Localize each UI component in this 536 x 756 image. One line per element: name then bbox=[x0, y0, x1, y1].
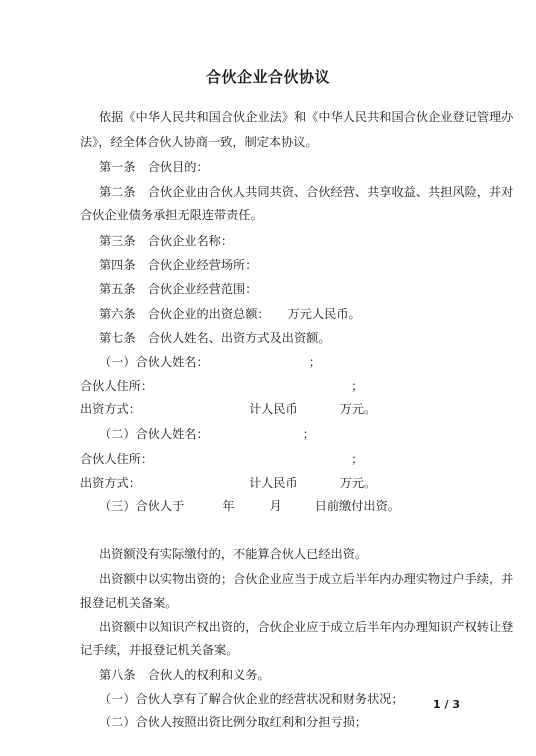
article-5: 第五条 合伙企业经营范围： bbox=[99, 282, 258, 296]
article-6 bbox=[99, 306, 361, 322]
partner-1-name: （一）合伙人姓名： ； bbox=[99, 355, 321, 369]
partner-1-address-label: 合伙人住所： bbox=[80, 379, 154, 393]
rule-3-line-2: 记手续，并报登记机关备案。 bbox=[80, 643, 239, 657]
right-1: （一）合伙人享有了解合伙企业的经营状况和财务状况； bbox=[99, 692, 404, 706]
partner-1-method-label: 出资方式： bbox=[80, 402, 141, 416]
article-4: 第四条 合伙企业经营场所： bbox=[99, 258, 258, 272]
rule-1: 出资额没有实际缴付的，不能算合伙人已经出资。 bbox=[99, 547, 368, 561]
intro-line-2: 法》，经全体合伙人协商一致，制定本协议。 bbox=[80, 135, 318, 149]
article-8: 第八条 合伙人的权利和义务。 bbox=[99, 668, 270, 682]
partner-2-name: （二）合伙人姓名： ； bbox=[99, 427, 315, 441]
rule-3-line-1: 出资额中以知识产权出资的，合伙企业应于成立后半年内办理知识产权转让登 bbox=[99, 620, 514, 634]
article-3: 第三条 合伙企业名称： bbox=[99, 234, 234, 248]
article-7: 第七条 合伙人姓名、出资方式及出资额。 bbox=[99, 331, 331, 345]
partner-3-label: （三）合伙人于 bbox=[99, 499, 185, 513]
partner-3-payment bbox=[99, 498, 400, 514]
partner-1-name-label: （一）合伙人姓名： bbox=[99, 355, 209, 369]
article-6-unit: 万元人民币。 bbox=[287, 307, 361, 321]
rule-2-line-2: 报登记机关备案。 bbox=[80, 596, 178, 610]
month-label: 月 bbox=[269, 499, 282, 513]
article-1: 第一条 合伙目的： bbox=[99, 160, 209, 174]
partner-1-contribution bbox=[80, 401, 376, 417]
article-2-line-2: 合伙企业债务承担无限连带责任。 bbox=[80, 208, 263, 222]
partner-2-contribution bbox=[80, 475, 376, 491]
partner-2-method-label: 出资方式： bbox=[80, 476, 141, 490]
partner-2-address-label: 合伙人住所： bbox=[80, 452, 154, 466]
partner-1-amount-label: 计人民币 bbox=[248, 402, 298, 416]
right-2: （二）合伙人按照出资比例分取红利和分担亏损； bbox=[99, 715, 368, 729]
partner-2-amount-label: 计人民币 bbox=[248, 476, 298, 490]
year-label: 年 bbox=[222, 499, 235, 513]
partner-2-amount-unit: 万元。 bbox=[339, 476, 377, 490]
intro-line-1: 依据《中华人民共和国合伙企业法》和《中华人民共和国合伙企业登记管理办 bbox=[99, 110, 514, 124]
partner-2-address: 合伙人住所： ； bbox=[80, 452, 364, 466]
page-number: 1 / 3 bbox=[433, 698, 460, 711]
article-6-label: 第六条 合伙企业的出资总额： bbox=[99, 307, 270, 321]
day-label: 日前缴付出资。 bbox=[314, 499, 400, 513]
partner-2-name-label: （二）合伙人姓名： bbox=[99, 427, 209, 441]
rule-2-line-1: 出资额中以实物出资的；合伙企业应当于成立后半年内办理实物过户手续，并 bbox=[99, 572, 514, 586]
partner-1-amount-unit: 万元。 bbox=[339, 402, 377, 416]
partner-1-address: 合伙人住所： ； bbox=[80, 379, 364, 393]
document-title: 合伙企业合伙协议 bbox=[205, 68, 330, 86]
article-2-line-1: 第二条 合伙企业由合伙人共同共资、合伙经营、共享收益、共担风险，并对 bbox=[99, 185, 514, 199]
